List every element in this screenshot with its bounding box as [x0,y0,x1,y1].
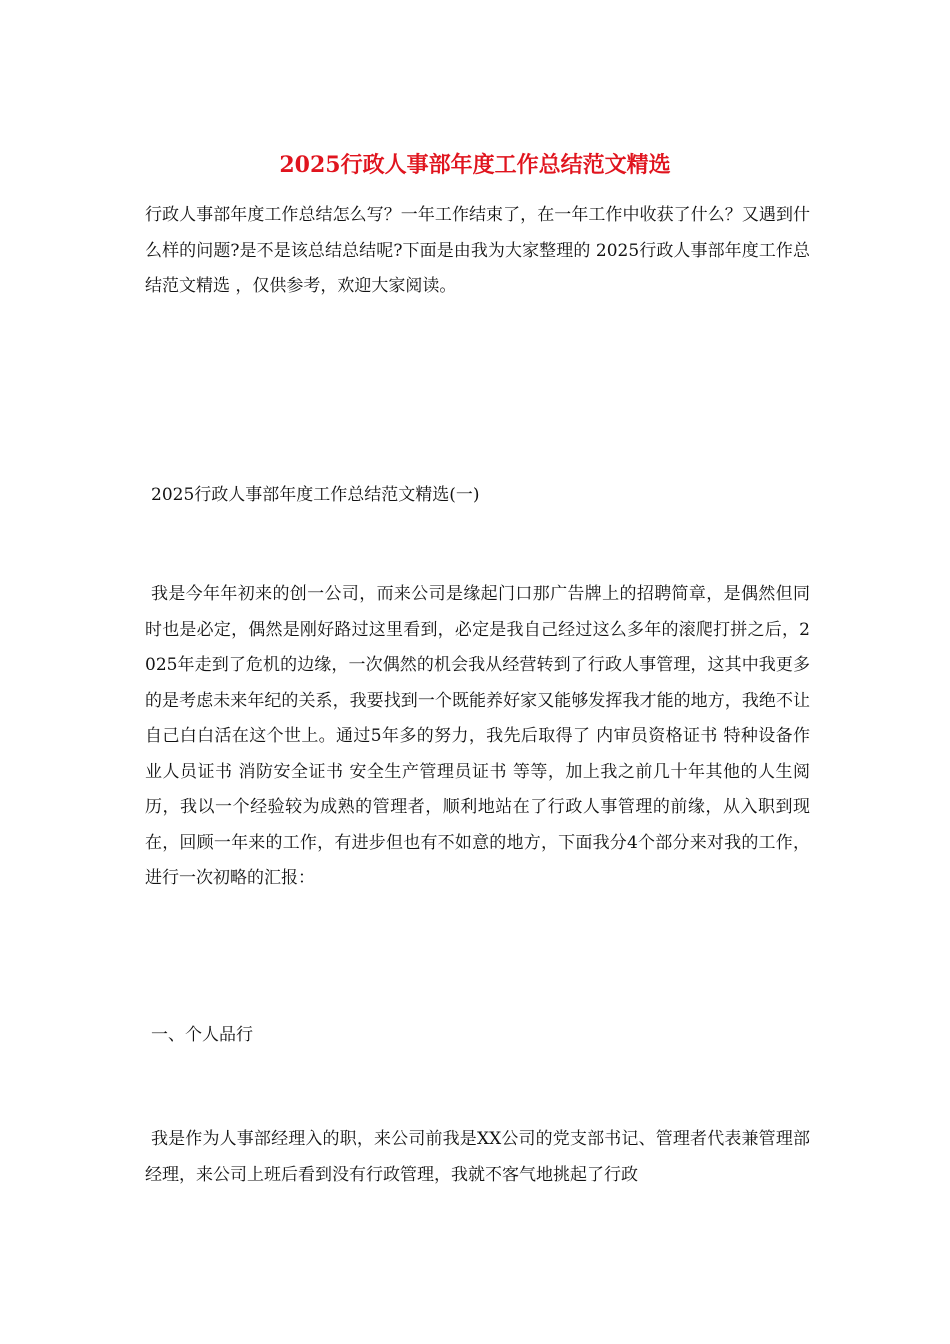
document-title: 2025行政人事部年度工作总结范文精选 [279,152,671,178]
section-subtitle: 2025行政人事部年度工作总结范文精选(一) [151,485,480,505]
intro-paragraph: 行政人事部年度工作总结怎么写？一年工作结束了，在一年工作中收获了什么？又遇到什么样的问题?是不是该总结总结呢?下面是由我为大家整理的 2025行政人事部年度工作总结范文精选 ，仅供参考，欢迎大家阅读。 [145,205,810,296]
body-paragraph-1: 我是今年年初来的创一公司，而来公司是缘起门口那广告牌上的招聘简章，是偶然但同时也是必定，偶然是刚好路过这里看到，必定是我自己经过这么多年的滚爬打拼之后，2025年走到了危机的边缘，一次偶然的机会我从经营转到了行政人事管理，这其中我更多的是考虑未来年纪的关系，我要找到一个既能养好家又能够发挥我才能的地方，我绝不让自己白白活在这个世上。通过5年多的努力，我先后取得了 内审员资格证书 特种设备作业人员证书 消防安全证书 安全生产管理员证书 等等，加上我之前几十年其他的人生阅历，我以一个经验较为成熟的管理者，顺利地站在了行政人事管理的前缘，从入职到现在，回顾一年来的工作，有进步但也有不如意的地方，下面我分4个部分来对我的工作，进行一次初略的汇报： [145,584,810,888]
section-heading-personal-conduct: 一、个人品行 [151,1025,253,1045]
body-paragraph-2: 我是作为人事部经理入的职，来公司前我是XX公司的党支部书记、管理者代表兼管理部经理，来公司上班后看到没有行政管理，我就不客气地挑起了行政 [145,1129,810,1185]
